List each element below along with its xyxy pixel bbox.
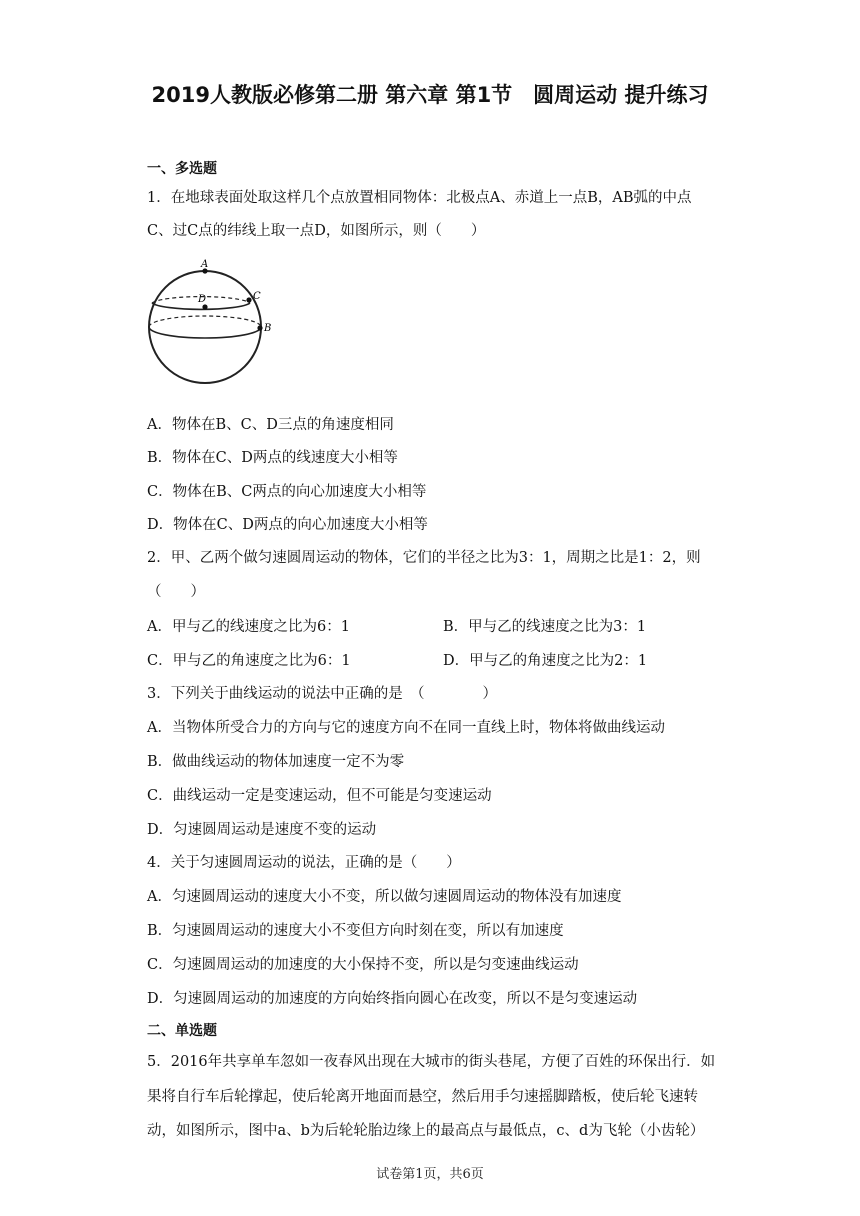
q2-stem-line2: （ ）: [147, 584, 205, 600]
q2-option-b: B．甲与乙的线速度之比为3：1: [443, 619, 647, 635]
label-D: D: [198, 294, 207, 305]
q1-option-d: D．物体在C、D两点的向心加速度大小相等: [147, 517, 428, 533]
q1-option-c: C．物体在B、C两点的向心加速度大小相等: [147, 484, 427, 500]
q4-option-b: B．匀速圆周运动的速度大小不变但方向时刻在变，所以有加速度: [147, 923, 564, 939]
q4-option-c: C．匀速圆周运动的加速度的大小保持不变，所以是匀变速曲线运动: [147, 957, 579, 973]
label-C: C: [253, 291, 261, 302]
q1-option-b: B．物体在C、D两点的线速度大小相等: [147, 450, 398, 466]
q3-option-d: D．匀速圆周运动是速度不变的运动: [147, 822, 377, 838]
q2-option-c: C．甲与乙的角速度之比为6：1: [147, 653, 351, 669]
q2-option-a: A．甲与乙的线速度之比为6：1: [147, 619, 350, 635]
q5-line1: 5．2016年共享单车忽如一夜春风出现在大城市的街头巷尾，方便了百姓的环保出行．如: [147, 1054, 716, 1070]
q4-option-a: A．匀速圆周运动的速度大小不变，所以做匀速圆周运动的物体没有加速度: [147, 889, 622, 905]
q5-line2: 果将自行车后轮撑起，使后轮离开地面而悬空，然后用手匀速摇脚踏板，使后轮飞速转: [147, 1089, 698, 1105]
page-title: 2019人教版必修第二册 第六章 第1节 圆周运动 提升练习: [151, 83, 709, 107]
q1-stem-line1: 1．在地球表面处取这样几个点放置相同物体：北极点A、赤道上一点B，AB弧的中点: [147, 190, 692, 206]
section-heading-single: 二、单选题: [147, 1023, 217, 1039]
q3-option-a: A．当物体所受合力的方向与它的速度方向不在同一直线上时，物体将做曲线运动: [147, 720, 665, 736]
q2-option-d: D．甲与乙的角速度之比为2：1: [443, 653, 648, 669]
q1-option-a: A．物体在B、C、D三点的角速度相同: [147, 417, 394, 433]
label-A: A: [201, 259, 209, 270]
q3-option-b: B．做曲线运动的物体加速度一定不为零: [147, 754, 405, 770]
section-heading-multi: 一、多选题: [147, 161, 217, 177]
globe-figure: [147, 255, 282, 391]
q4-stem: 4．关于匀速圆周运动的说法，正确的是（ ）: [147, 855, 461, 871]
q3-stem: 3．下列关于曲线运动的说法中正确的是 （ ）: [147, 686, 497, 702]
page-footer: 试卷第1页，共6页: [376, 1167, 484, 1182]
q4-option-d: D．匀速圆周运动的加速度的方向始终指向圆心在改变，所以不是匀变速运动: [147, 991, 638, 1007]
q5-line3: 动，如图所示，图中a、b为后轮轮胎边缘上的最高点与最低点，c、d为飞轮（小齿轮）: [147, 1123, 705, 1139]
q3-option-c: C．曲线运动一定是变速运动，但不可能是匀变速运动: [147, 788, 492, 804]
label-B: B: [264, 323, 272, 334]
q2-stem-line1: 2．甲、乙两个做匀速圆周运动的物体，它们的半径之比为3：1，周期之比是1：2，则: [147, 550, 701, 566]
globe-diagram: [147, 255, 282, 387]
q1-stem-line2: C、过C点的纬线上取一点D，如图所示，则（ ）: [147, 223, 486, 239]
